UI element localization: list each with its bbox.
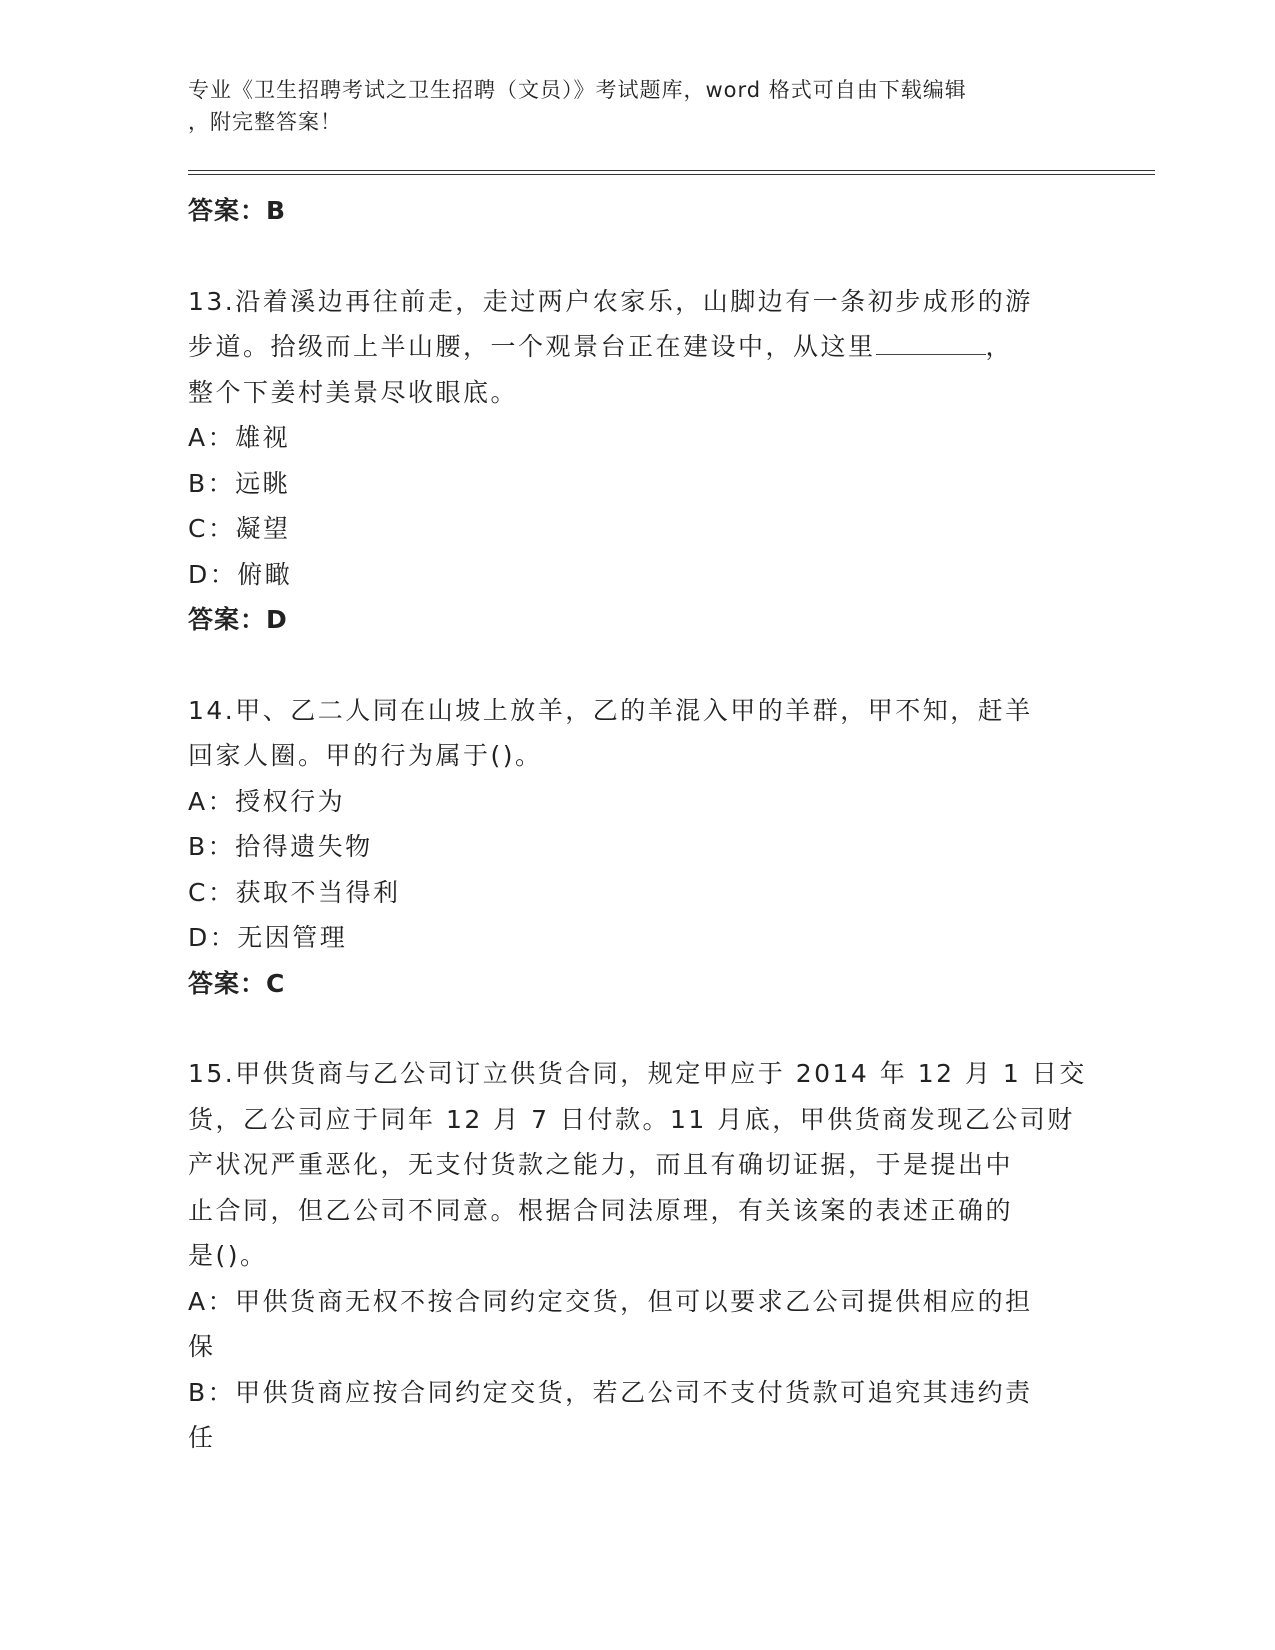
question-text-line: 止合同，但乙公司不同意。根据合同法原理，有关该案的表述正确的 (188, 1195, 1014, 1225)
option-a: A：授权行为 (188, 786, 346, 816)
question-15 (188, 1051, 1088, 1461)
question-list (188, 188, 1088, 1461)
question-13 (188, 279, 1088, 643)
question-text-line: 产状况严重恶化，无支付货款之能力，而且有确切证据，于是提出中 (188, 1150, 1014, 1179)
question-text-line: 14.甲、乙二人同在山坡上放羊，乙的羊混入甲的羊群，甲不知，赶羊 (188, 695, 1033, 725)
answer-14: 答案：C (188, 968, 286, 998)
option-d: D：无因管理 (188, 923, 348, 952)
header-rule-bottom (188, 174, 1155, 175)
question-14 (188, 688, 1088, 1007)
answer-blank (876, 326, 986, 355)
option-b: B：甲供货商应按合同约定交货，若乙公司不支付货款可追究其违约责 (188, 1377, 1033, 1407)
option-b: B：远眺 (188, 468, 291, 498)
header-rule-top (188, 170, 1155, 171)
question-text-line: 是()。 (188, 1241, 268, 1270)
header-line-2: ，附完整答案！ (188, 110, 342, 134)
option-b: B：拾得遗失物 (188, 832, 373, 861)
option-c: C：获取不当得利 (188, 877, 401, 907)
option-a: A：雄视 (188, 423, 291, 452)
question-text-line: 回家人圈。甲的行为属于()。 (188, 741, 543, 770)
question-text-line: 货，乙公司应于同年 12 月 7 日付款。11 月底，甲供货商发现乙公司财 (188, 1104, 1075, 1134)
question-text-line: 13.沿着溪边再往前走，走过两户农家乐，山脚边有一条初步成形的游 (188, 286, 1033, 316)
option-a: A：甲供货商无权不按合同约定交货，但可以要求乙公司提供相应的担 (188, 1286, 1033, 1316)
question-text-line: 整个下姜村美景尽收眼底。 (188, 377, 519, 407)
option-b-continued: 任 (188, 1423, 216, 1452)
question-text-line: 15.甲供货商与乙公司订立供货合同，规定甲应于 2014 年 12 月 1 日交 (188, 1059, 1087, 1088)
option-c: C：凝望 (188, 514, 291, 543)
option-a-continued: 保 (188, 1332, 216, 1361)
question-text-line: 步道。拾级而上半山腰，一个观景台正在建设中，从这里 ， (188, 324, 1088, 370)
document-header (188, 74, 1068, 138)
answer-prev: 答案：B (188, 196, 287, 225)
option-d: D：俯瞰 (188, 559, 293, 589)
answer-13: 答案：D (188, 605, 288, 634)
header-line-1: 专业《卫生招聘考试之卫生招聘（文员）》考试题库，word 格式可自由下载编辑 (188, 78, 967, 102)
